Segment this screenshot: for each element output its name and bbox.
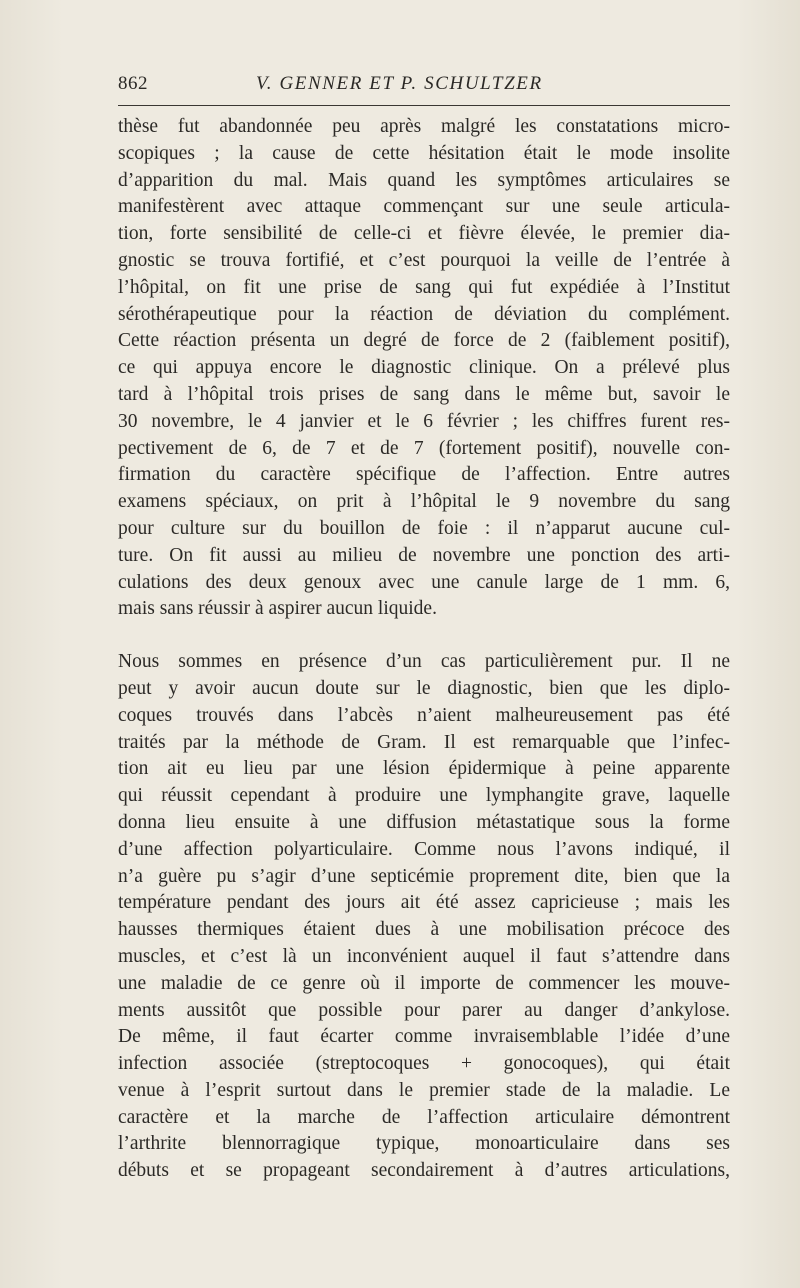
running-title: V. GENNER ET P. SCHULTZER — [256, 73, 543, 94]
paragraph-1 — [118, 114, 730, 623]
text-line: venue à l’esprit surtout dans le premier stade de la maladie. Le — [118, 1079, 730, 1101]
page-number: 862 — [118, 73, 148, 94]
text-line: débuts et se propageant secondairement à d’autres articulations, — [118, 1160, 730, 1182]
text-line: peut y avoir aucun doute sur le diagnostic, bien que les diplo- — [118, 677, 730, 699]
text-line: mais sans réussir à aspirer aucun liquide. — [118, 598, 437, 620]
text-line: sérothérapeutique pour la réaction de déviation du complément. — [118, 303, 730, 325]
text-line: d’une affection polyarticulaire. Comme nous l’avons indiqué, il — [118, 838, 730, 860]
paragraph-gap — [118, 623, 730, 649]
text-line: l’hôpital, on fit une prise de sang qui fut expédiée à l’Institut — [118, 276, 730, 298]
text-line: tion ait eu lieu par une lésion épidermique à peine apparente — [118, 758, 730, 780]
text-line: n’a guère pu s’agir d’une septicémie proprement dite, bien que la — [118, 865, 730, 887]
text-line: tion, forte sensibilité de celle-ci et fièvre élevée, le premier dia- — [118, 223, 730, 245]
text-line: Cette réaction présenta un degré de force de 2 (faiblement positif), — [118, 330, 730, 352]
text-line: l’arthrite blennorragique typique, monoarticulaire dans ses — [118, 1133, 730, 1155]
text-line: examens spéciaux, on prit à l’hôpital le 9 novembre du sang — [118, 491, 730, 513]
text-line: température pendant des jours ait été assez capricieuse ; mais les — [118, 892, 730, 914]
text-line: culations des deux genoux avec une canule large de 1 mm. 6, — [118, 571, 730, 593]
text-line: ments aussitôt que possible pour parer au danger d’ankylose. — [118, 999, 730, 1021]
text-line: Nous sommes en présence d’un cas particulièrement pur. Il ne — [118, 651, 730, 673]
text-line: 30 novembre, le 4 janvier et le 6 février ; les chiffres furent res- — [118, 410, 730, 432]
text-line: tard à l’hôpital trois prises de sang dans le même but, savoir le — [118, 383, 730, 405]
text-line: traités par la méthode de Gram. Il est remarquable que l’infec- — [118, 731, 730, 753]
text-line: De même, il faut écarter comme invraisemblable l’idée d’une — [118, 1026, 730, 1048]
text-line: une maladie de ce genre où il importe de commencer les mouve- — [118, 972, 730, 994]
text-line: manifestèrent avec attaque commençant sur une seule articula- — [118, 196, 730, 218]
text-line: ture. On fit aussi au milieu de novembre une ponction des arti- — [118, 544, 730, 566]
text-line: scopiques ; la cause de cette hésitation était le mode insolite — [118, 142, 730, 164]
text-line: coques trouvés dans l’abcès n’aient malheureusement pas été — [118, 704, 730, 726]
text-line: muscles, et c’est là un inconvénient auquel il faut s’attendre dans — [118, 945, 730, 967]
text-line: ce qui appuya encore le diagnostic clinique. On a prélevé plus — [118, 357, 730, 379]
paragraph-2 — [118, 649, 730, 1185]
text-line: qui réussit cependant à produire une lymphangite grave, laquelle — [118, 785, 730, 807]
text-line: caractère et la marche de l’affection articulaire démontrent — [118, 1106, 730, 1128]
text-line: d’apparition du mal. Mais quand les symptômes articulaires se — [118, 169, 730, 191]
body-text — [118, 114, 730, 1185]
text-line: firmation du caractère spécifique de l’affection. Entre autres — [118, 464, 730, 486]
page-header — [118, 71, 730, 99]
header-rule — [118, 105, 730, 106]
text-line: donna lieu ensuite à une diffusion métastatique sous la forme — [118, 811, 730, 833]
text-line: thèse fut abandonnée peu après malgré les constatations micro- — [118, 116, 730, 137]
text-line: infection associée (streptocoques + gonocoques), qui était — [118, 1053, 730, 1075]
text-line: pour culture sur du bouillon de foie : il n’apparut aucune cul- — [118, 517, 730, 539]
text-line: gnostic se trouva fortifié, et c’est pourquoi la veille de l’entrée à — [118, 249, 730, 271]
text-line: pectivement de 6, de 7 et de 7 (fortement positif), nouvelle con- — [118, 437, 730, 459]
text-line: hausses thermiques étaient dues à une mobilisation précoce des — [118, 919, 730, 941]
